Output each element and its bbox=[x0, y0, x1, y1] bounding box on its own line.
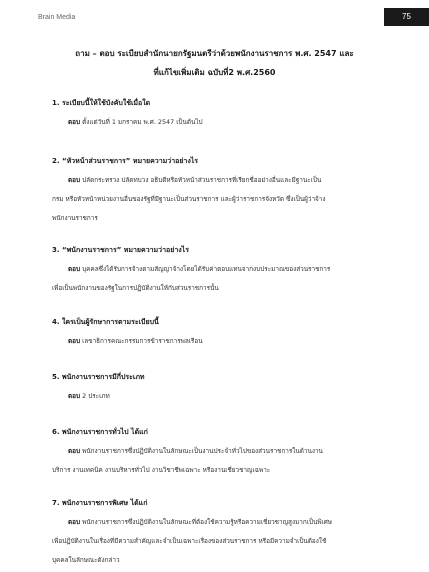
answer-text: เพื่อปฏิบัติงานในเรื่องที่มีความสำคัญและจำเป็นเฉพาะเรื่องของส่วนราชการ หรือมีความจำเป็นต้องใช้ bbox=[52, 537, 327, 545]
answer-line bbox=[52, 332, 203, 351]
answer-text: พนักงานราชการ bbox=[52, 214, 98, 222]
answer-label: ตอบ bbox=[68, 447, 81, 455]
question-heading: 1. ระเบียบนี้ให้ใช้บังคับใช้เมื่อใด bbox=[52, 99, 151, 107]
question-heading: 6. พนักงานราชการทั่วไป ได้แก่ bbox=[52, 428, 148, 436]
document-title bbox=[30, 44, 399, 82]
answer-block bbox=[52, 260, 330, 298]
question-heading: 5. พนักงานราชการมีกี่ประเภท bbox=[52, 373, 145, 381]
answer-label: ตอบ bbox=[68, 392, 81, 400]
question-heading: 7. พนักงานราชการพิเศษ ได้แก่ bbox=[52, 499, 148, 507]
qa-item bbox=[52, 97, 203, 132]
qa-item bbox=[52, 497, 332, 570]
title-line-2: ที่แก้ไขเพิ่มเติม ฉบับที่2 พ.ศ.2560 bbox=[153, 68, 276, 77]
question-heading: 4. ใครเป็นผู้รักษาการตามระเบียบนี้ bbox=[52, 318, 159, 326]
answer-line bbox=[52, 260, 330, 279]
header-brand: Brain Media bbox=[38, 14, 76, 21]
answer-label: ตอบ bbox=[68, 118, 81, 126]
answer-line bbox=[52, 442, 323, 461]
answer-block bbox=[52, 387, 145, 406]
answer-line bbox=[52, 190, 326, 209]
answer-label: ตอบ bbox=[68, 518, 81, 526]
answer-text: พนักงานราชการซึ่งปฏิบัติงานในลักษณะเป็นงานประจำทั่วไปของส่วนราชการในด้านงาน bbox=[82, 447, 323, 455]
answer-line bbox=[52, 532, 332, 551]
answer-line bbox=[52, 551, 332, 570]
answer-block bbox=[52, 442, 323, 480]
answer-text: เพื่อเป็นพนักงานของรัฐในการปฏิบัติงานให้กับส่วนราชการนั้น bbox=[52, 284, 219, 292]
answer-line bbox=[52, 171, 326, 190]
answer-line bbox=[52, 513, 332, 532]
question-heading: 3. “พนักงานราชการ” หมายความว่าอย่างไร bbox=[52, 246, 189, 254]
answer-text: ตั้งแต่วันที่ 1 มกราคม พ.ศ. 2547 เป็นต้นไป bbox=[82, 118, 203, 126]
answer-block bbox=[52, 332, 203, 351]
question-heading: 2. “หัวหน้าส่วนราชการ” หมายความว่าอย่างไร bbox=[52, 157, 199, 165]
answer-text: 2 ประเภท bbox=[82, 392, 110, 400]
answer-text: บุคคลซึ่งได้รับการจ้างตามสัญญาจ้างโดยได้รับค่าตอบแทนจากงบประมาณของส่วนราชการ bbox=[82, 265, 331, 273]
qa-item bbox=[52, 155, 326, 228]
answer-line bbox=[52, 387, 145, 406]
answer-text: ปลัดกระทรวง ปลัดทบวง อธิบดีหรือหัวหน้าส่วนราชการที่เรียกชื่ออย่างอื่นและมีฐานะเป็น bbox=[82, 176, 322, 184]
answer-line bbox=[52, 113, 203, 132]
answer-text: กรม หรือหัวหน้าหน่วยงานอื่นของรัฐที่มีฐานะเป็นส่วนราชการ และผู้ว่าราชการจังหวัด ซึ่งเป็นผู้ว่าจ้าง bbox=[52, 195, 326, 203]
title-line-1: ถาม – ตอบ ระเบียบสำนักนายกรัฐมนตรีว่าด้วยพนักงานราชการ พ.ศ. 2547 และ bbox=[75, 49, 354, 58]
answer-text: บริการ งานเทคนิค งานบริหารทั่วไป งานวิชาชีพเฉพาะ หรืองานเชี่ยวชาญเฉพาะ bbox=[52, 466, 271, 474]
answer-block bbox=[52, 513, 332, 570]
answer-text: พนักงานราชการซึ่งปฏิบัติงานในลักษณะที่ต้องใช้ความรู้หรือความเชี่ยวชาญสูงมากเป็นพิเศษ bbox=[82, 518, 333, 526]
answer-block bbox=[52, 171, 326, 228]
qa-item bbox=[52, 426, 323, 480]
answer-block bbox=[52, 113, 203, 132]
qa-item bbox=[52, 244, 330, 298]
answer-label: ตอบ bbox=[68, 176, 81, 184]
answer-line bbox=[52, 279, 330, 298]
qa-item bbox=[52, 316, 203, 351]
qa-item bbox=[52, 371, 145, 406]
answer-label: ตอบ bbox=[68, 337, 81, 345]
answer-line bbox=[52, 461, 323, 480]
answer-text: บุคคลในลักษณะดังกล่าว bbox=[52, 556, 120, 564]
answer-label: ตอบ bbox=[68, 265, 81, 273]
answer-text: เลขาธิการคณะกรรมการข้าราชการพลเรือน bbox=[82, 337, 203, 345]
answer-line bbox=[52, 209, 326, 228]
page-number-badge: 75 bbox=[384, 8, 429, 26]
